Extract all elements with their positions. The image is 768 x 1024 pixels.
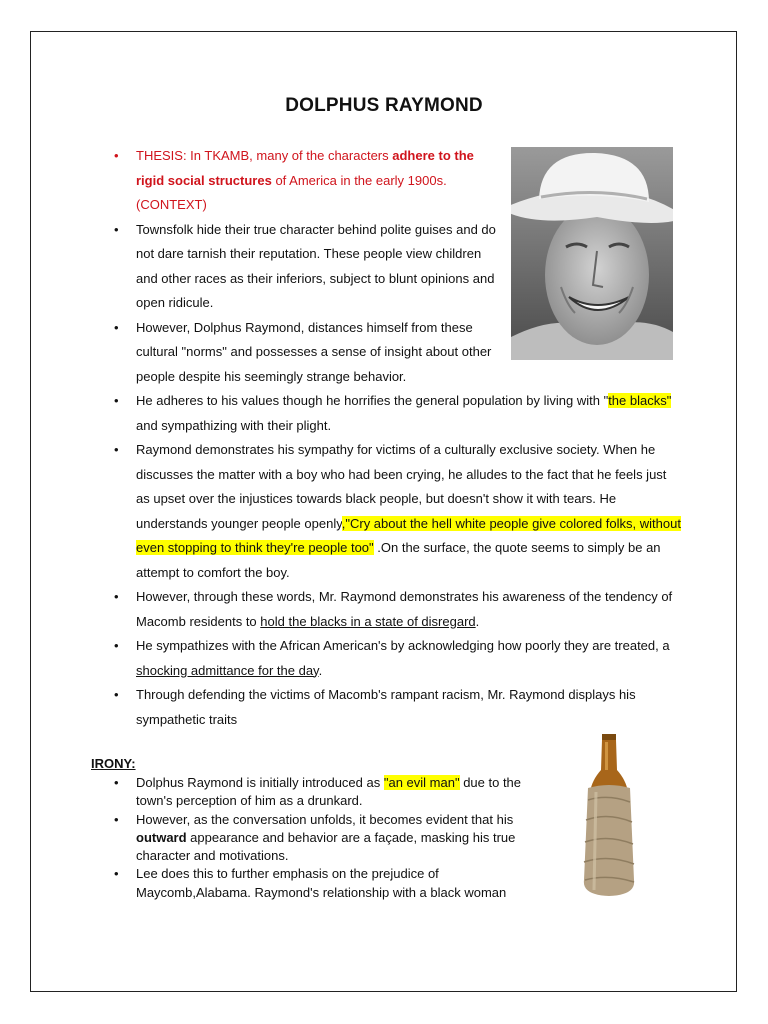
bold-text: outward (136, 829, 187, 845)
list-item-text: Raymond demonstrates his sympathy for victims of a culturally exclusive society. When he discusses the matter with a boy who had been crying, he alludes to the fact that he feels just as upset over the injustices towards black people, but doesn't show it with tears. He understands younger people openly (136, 442, 667, 531)
list-item: • Through defending the victims of Macomb's rampant racism, Mr. Raymond displays his sympathetic traits (112, 683, 682, 732)
list-item-text: He sympathizes with the African American's by acknowledging how poorly they are treated, a (136, 638, 670, 653)
list-item-text: Dolphus Raymond is initially introduced as (136, 775, 384, 790)
list-item-text: He adheres to his values though he horrifies the general population by living with " (136, 393, 609, 408)
bottle-in-bag-image (578, 730, 640, 900)
thesis-context-text: of America in the early 1900s. (CONTEXT) (136, 172, 447, 212)
highlighted-text: the blacks" (608, 393, 672, 408)
highlighted-text: "an evil man" (383, 775, 460, 790)
main-content (112, 144, 682, 732)
list-item (112, 438, 682, 585)
highlighted-quote: ,"Cry about the hell white people give colored folks, without even stopping to think they're people too" (136, 515, 681, 555)
list-item-text: appearance and behavior are a façade, masking his true character and motivations. (136, 829, 516, 864)
irony-section (112, 774, 542, 902)
thesis-bullet (112, 144, 501, 218)
list-item (112, 774, 542, 811)
list-item-text: due to the town's perception of him as a drunkard. (136, 775, 522, 809)
list-item (112, 585, 682, 634)
thesis-bold-text: adhere to the rigid social structures (136, 148, 474, 188)
thesis-text: THESIS: In TKAMB, many of the characters (136, 148, 393, 163)
underlined-text: shocking admittance for the day (136, 662, 319, 678)
page-title: DOLPHUS RAYMOND (285, 95, 483, 116)
list-item-text: . (318, 662, 323, 678)
list-item (112, 389, 682, 438)
list-item: • However, Dolphus Raymond, distances himself from these cultural "norms" and possesses a sense of insight about other people despite his seemingly strange behavior. (112, 316, 501, 390)
irony-bullet-list (112, 774, 542, 902)
list-item: • Lee does this to further emphasis on the prejudice of Maycomb,Alabama. Raymond's relationship with a black woman (112, 865, 542, 902)
list-item (112, 634, 682, 683)
list-item-text: However, through these words, Mr. Raymond demonstrates his awareness of the tendency of Macomb residents to (136, 589, 673, 629)
list-item-text: . (475, 613, 480, 629)
underlined-text: hold the blacks in a state of disregard (260, 613, 476, 629)
list-item-text: However, as the conversation unfolds, it becomes evident that his (136, 811, 514, 827)
thesis-bullet-list (112, 144, 682, 732)
irony-heading: IRONY: (91, 756, 136, 771)
list-item (112, 811, 542, 866)
list-item-text: .On the surface, the quote seems to simply be an attempt to comfort the boy. (136, 540, 661, 580)
list-item-text: and sympathizing with their plight. (136, 417, 332, 433)
list-item: • Townsfolk hide their true character behind polite guises and do not dare tarnish their reputation. These people view children and other races as their inferiors, subject to blunt opinions and open ridicule. (112, 218, 501, 316)
